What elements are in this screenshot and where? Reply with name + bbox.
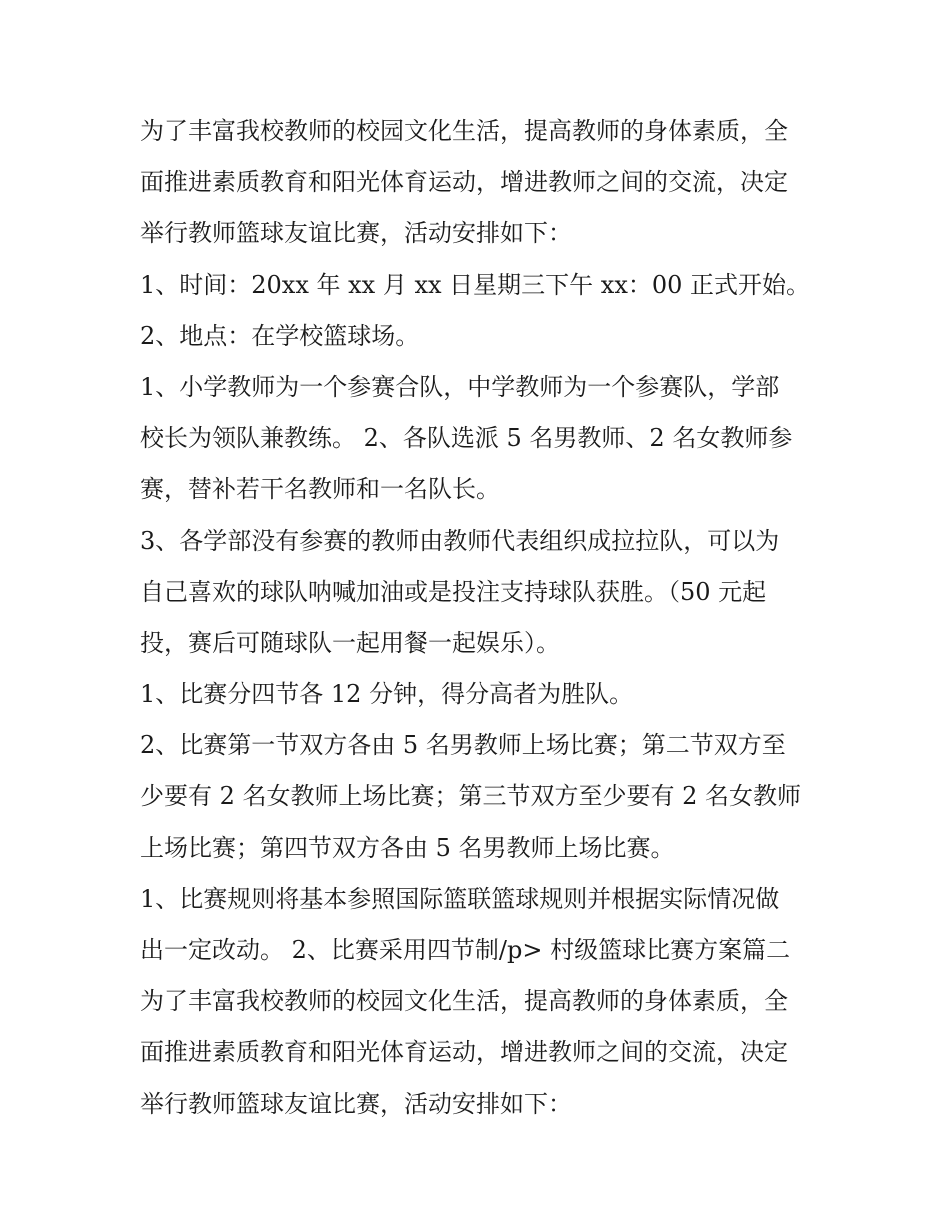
text-line: 自己喜欢的球队呐喊加油或是投注支持球队获胜。（50 元起 [140,577,767,606]
text-line: 2、比赛第一节双方各由 5 名男教师上场比赛；第二节双方至 [140,731,786,760]
text-line: 举行教师篮球友谊比赛，活动安排如下： [140,1089,572,1118]
text-line: 举行教师篮球友谊比赛，活动安排如下： [140,219,572,248]
text-line: 面推进素质教育和阳光体育运动，增进教师之间的交流，决定 [140,1038,788,1067]
text-line: 1、时间：20xx 年 xx 月 xx 日星期三下午 xx：00 正式开始。 [140,270,811,299]
text-line: 投，赛后可随球队一起用餐一起娱乐）。 [140,628,560,657]
text-line: 面推进素质教育和阳光体育运动，增进教师之间的交流，决定 [140,168,788,197]
text-line: 为了丰富我校教师的校园文化生活，提高教师的身体素质，全 [140,117,788,145]
text-line: 少要有 2 名女教师上场比赛；第三节双方至少要有 2 名女教师 [140,782,802,811]
text-line: 出一定改动。 2、比赛采用四节制/p> 村级篮球比赛方案篇二 [140,936,791,964]
text-line: 为了丰富我校教师的校园文化生活，提高教师的身体素质，全 [140,987,788,1016]
text-line: 1、小学教师为一个参赛合队，中学教师为一个参赛队，学部 [140,372,780,401]
text-line: 3、各学部没有参赛的教师由教师代表组织成拉拉队，可以为 [140,526,780,555]
text-line: 赛，替补若干名教师和一名队长。 [140,475,500,504]
text-line: 校长为领队兼教练。 2、各队选派 5 名男教师、2 名女教师参 [140,424,793,453]
text-line: 2、地点：在学校篮球场。 [140,321,420,350]
text-line: 1、比赛规则将基本参照国际篮联篮球规则并根据实际情况做 [140,884,780,913]
text-line: 1、比赛分四节各 12 分钟，得分高者为胜队。 [140,680,634,709]
text-line: 上场比赛；第四节双方各由 5 名男教师上场比赛。 [140,833,675,862]
document-body [140,106,820,1130]
